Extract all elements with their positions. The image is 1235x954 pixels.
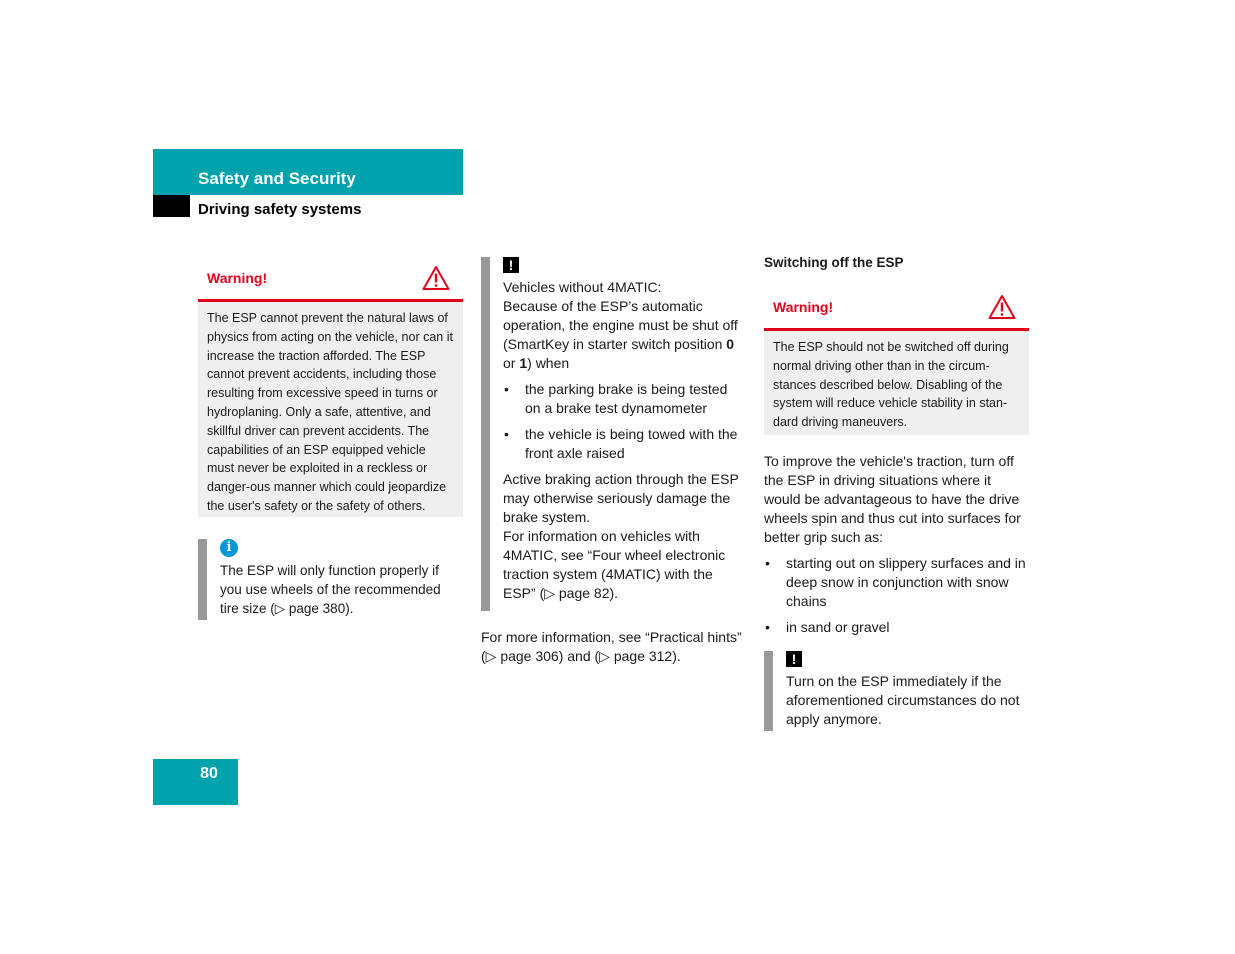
list-item: • in sand or gravel <box>764 618 1029 637</box>
warning-text: The ESP should not be switched off during normal driving other than in the circum-stances described below. Disabling of the system will reduce vehicle stability in stan-dard driving maneuvers. <box>773 340 1009 430</box>
bullet-list <box>503 380 745 463</box>
list-item: • the vehicle is being towed with the front axle raised <box>503 425 745 463</box>
page-number: 80 <box>200 765 218 782</box>
section-title: Safety and Security <box>198 169 356 188</box>
list-item: • starting out on slippery surfaces and in deep snow in conjunction with snow chains <box>764 554 1029 611</box>
warning-triangle-icon <box>422 265 450 291</box>
note-paragraph: Active braking action through the ESP may otherwise seriously damage the brake system. <box>503 471 739 525</box>
exclamation-icon: ! <box>786 651 802 667</box>
info-text: The ESP will only function properly if you use wheels of the recommended tire size (▷ page 380). <box>220 563 441 616</box>
warning-triangle-icon <box>988 294 1016 320</box>
caution-note-brake-test <box>481 257 745 611</box>
traction-section <box>764 452 1029 644</box>
exclamation-icon: ! <box>503 257 519 273</box>
note-intro: Vehicles without 4MATIC: <box>503 279 662 295</box>
warning-box-esp-limits <box>198 257 463 517</box>
note-paragraph: For information on vehicles with 4MATIC, see “Four wheel electronic traction system (4MATIC) with the ESP” (▷ page 82). <box>503 528 726 601</box>
warning-box-esp-off <box>764 286 1029 435</box>
note-shutoff-text: Because of the ESP’s automatic operation, the engine must be shut off (SmartKey in starter switch position 0 or 1) when <box>503 298 738 371</box>
warning-header <box>764 286 1029 331</box>
warning-label: Warning! <box>207 270 268 286</box>
note-text: Turn on the ESP immediately if the aforementioned circumstances do not apply anymore. <box>786 673 1020 727</box>
warning-header <box>198 257 463 302</box>
section-heading: Switching off the ESP <box>764 255 904 270</box>
bullet-list <box>764 554 1029 637</box>
switch-position-1: 1 <box>519 355 528 371</box>
subsection-title: Driving safety systems <box>198 201 362 218</box>
warning-text: The ESP cannot prevent the natural laws of physics from acting on the vehicle, nor can it increase the traction afforded. The ESP cannot prevent accidents, including those resulting from excessive speed in turns or hydroplaning. Only a safe, attentive, and skillful driver can prevent accidents. The capabilities of an ESP equipped vehicle must never be exploited in a reckless or danger-ous manner which could jeopardize the user's safety or the safety of others. <box>207 311 453 513</box>
switch-position-0: 0 <box>726 336 735 352</box>
list-item: • the parking brake is being tested on a brake test dynamometer <box>503 380 745 418</box>
subsection-marker <box>153 195 190 217</box>
more-info-paragraph: For more information, see “Practical hints” (▷ page 306) and (▷ page 312). <box>481 629 742 664</box>
info-note-tire-size <box>198 539 463 620</box>
caution-note-turn-on <box>764 651 1029 731</box>
warning-label: Warning! <box>773 299 834 315</box>
info-icon: i <box>220 539 238 557</box>
traction-paragraph: To improve the vehicle's traction, turn off the ESP in driving situations where it would be advantageous to have the drive wheels spin and thus cut into surfaces for better grip such as: <box>764 453 1021 545</box>
